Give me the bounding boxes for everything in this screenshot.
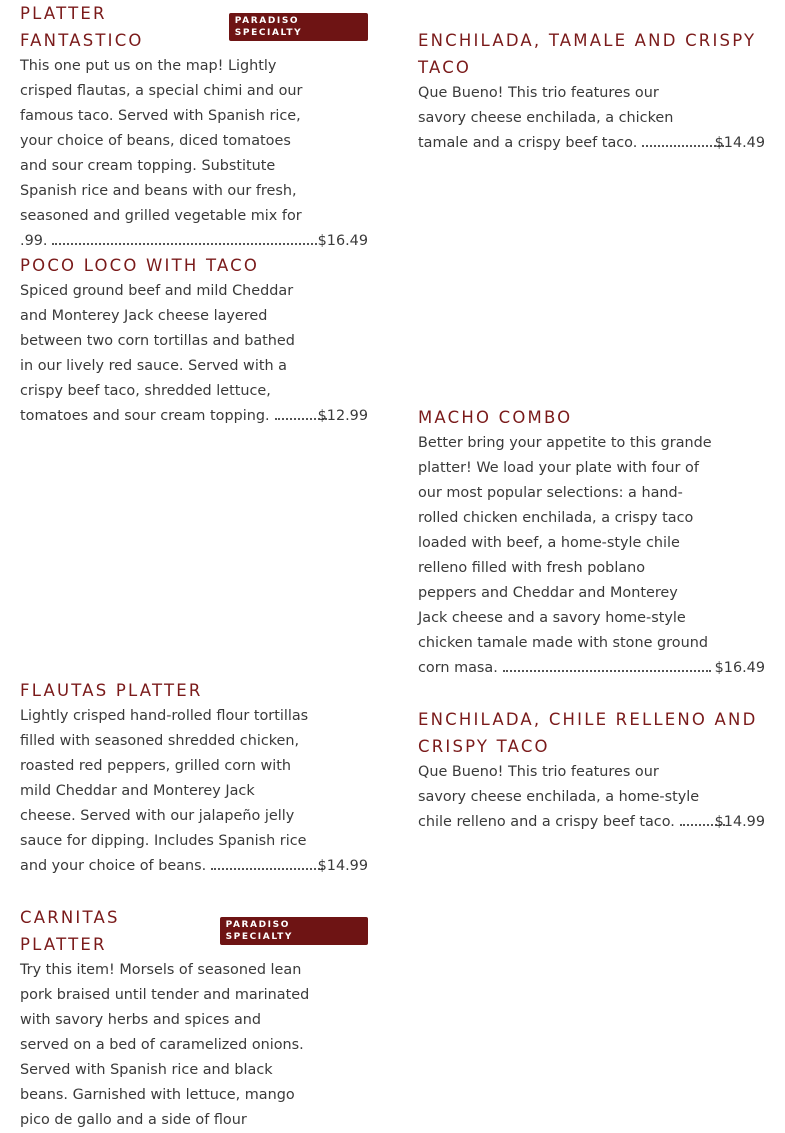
item-description: Que Bueno! This trio features our savory cheese enchilada, a home-style chile relleno and a crispy beef taco. [418, 760, 765, 835]
item-title: ENCHILADA, CHILE RELLENO AND CRISPY TACO [418, 710, 758, 756]
item-price: $12.99 [317, 408, 368, 424]
menu-item-platter-fantastico [20, 0, 368, 254]
item-title: CARNITAS PLATTER [20, 908, 120, 954]
item-title: POCO LOCO WITH TACO [20, 256, 260, 275]
item-title: PLATTER FANTASTICO [20, 4, 144, 50]
item-title: ENCHILADA, TAMALE AND CRISPY TACO [418, 31, 757, 77]
item-price: $14.99 [317, 858, 368, 874]
item-description: Try this item! Morsels of seasoned lean pork braised until tender and marinated with savory herbs and spices and served on a bed of caramelized onions. Served with Spanish rice and black beans. Garnished with lettuce, mango pico de gallo and a side of flour [20, 962, 310, 1128]
dotted-leader [52, 243, 317, 245]
item-description: Que Bueno! This trio features our savory cheese enchilada, a chicken tamale and a crispy beef taco. [418, 81, 765, 156]
item-description: Spiced ground beef and mild Cheddar and Monterey Jack cheese layered between two corn tortillas and bathed in our lively red sauce. Served with a crispy beef taco, shredded lettuce, tomatoes and sour cream topping. [20, 279, 368, 429]
dotted-leader [503, 670, 711, 672]
item-price: $14.99 [714, 814, 765, 830]
menu-item-enchilada-relleno-taco [418, 706, 765, 835]
menu-item-macho-combo [418, 404, 765, 681]
item-title: MACHO COMBO [418, 408, 573, 427]
specialty-badge: PARADISO SPECIALTY [220, 917, 368, 945]
item-price: $14.49 [714, 135, 765, 151]
item-description: Better bring your appetite to this grande platter! We load your plate with four of our most popular selections: a hand- rolled chicken enchilada, a crispy taco loaded with beef, a home-style chile relleno filled with fresh poblano peppers and Cheddar and Monterey Jack cheese and a savory home-style chicken tamale made with stone ground corn masa. [418, 435, 712, 676]
menu-item-enchilada-tamale-taco [418, 27, 765, 156]
item-description: Lightly crisped hand-rolled flour tortillas filled with seasoned shredded chicken, roasted red peppers, grilled corn with mild Cheddar and Monterey Jack cheese. Served with our jalapeño jelly sauce for dipping. Includes Spanish rice and your choice of beans. [20, 704, 368, 879]
item-price: $16.49 [317, 233, 368, 249]
dotted-leader [642, 145, 724, 147]
specialty-badge: PARADISO SPECIALTY [229, 13, 368, 41]
item-title: FLAUTAS PLATTER [20, 681, 203, 700]
menu-item-carnitas-platter [20, 904, 368, 1133]
dotted-leader [211, 868, 323, 870]
menu-item-flautas-platter [20, 677, 368, 879]
item-price: $16.49 [714, 660, 765, 676]
menu-item-poco-loco [20, 252, 368, 429]
item-description: This one put us on the map! Lightly crisped flautas, a special chimi and our famous taco. Served with Spanish rice, your choice of beans, diced tomatoes and sour cream topping. Substitute Spanish rice and beans with our fresh, seasoned and grilled vegetable mix for .99. [20, 54, 368, 254]
